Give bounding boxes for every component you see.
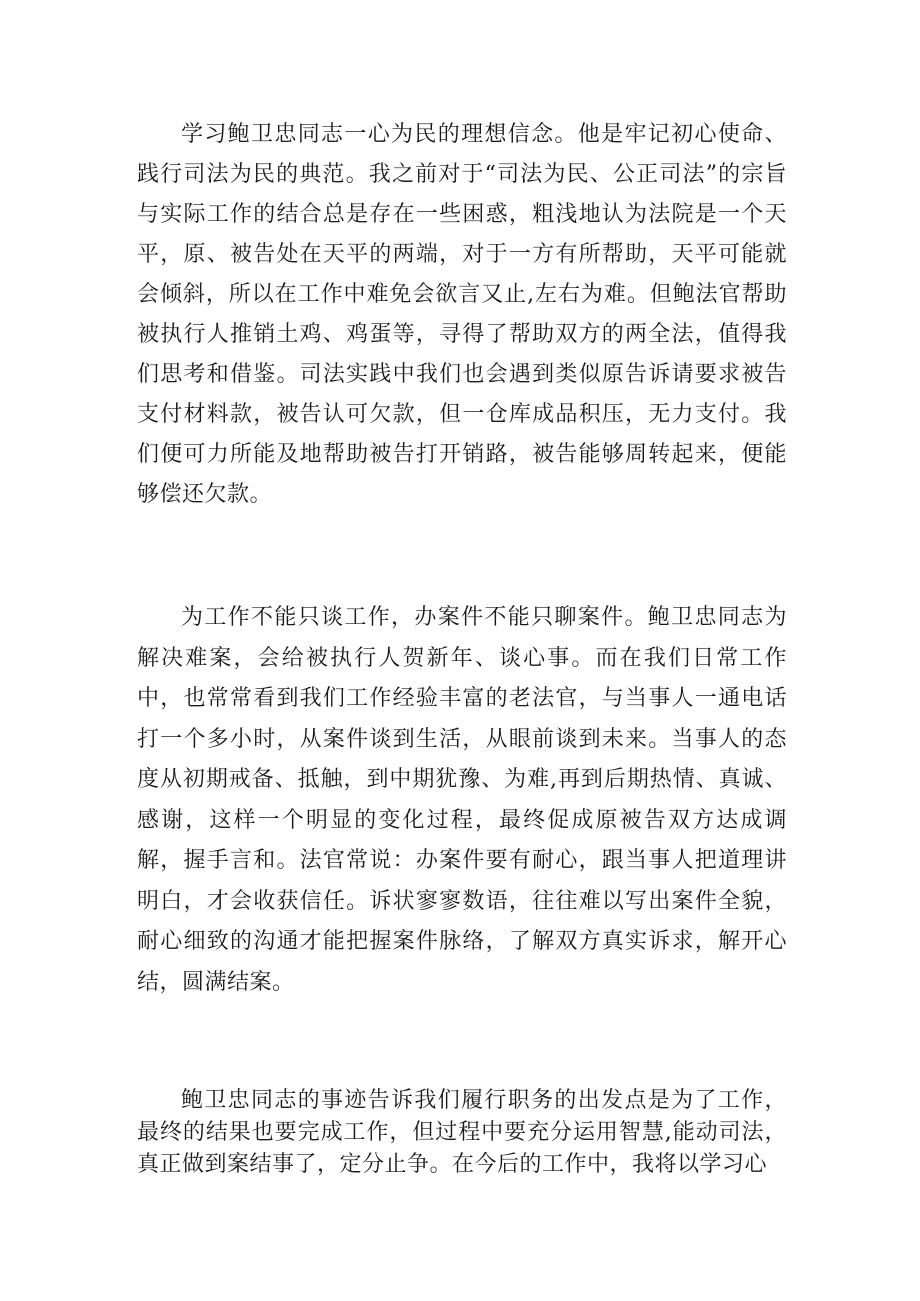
paragraph-2: 为工作不能只谈工作，办案件不能只聊案件。鲍卫忠同志为解决难案，会给被执行人贺新年、谈心事。而在我们日常工作中，也常常看到我们工作经验丰富的老法官，与当事人一通电话打一个多小时，从案件谈到生活，从眼前谈到未来。当事人的态度从初期戒备、抵触，到中期犹豫、为难,再到后期热情、真诚、感谢，这样一个明显的变化过程，最终促成原被告双方达成调解，握手言和。法官常说：办案件要有耐心，跟当事人把道理讲明白，才会收获信任。诉状寥寥数语，往往难以写出案件全貌，耐心细致的沟通才能把握案件脉络，了解双方真实诉求，解开心结，圆满结案。 xyxy=(137,605,787,995)
paragraph-3: 鲍卫忠同志的事迹告诉我们履行职务的出发点是为了工作，最终的结果也要完成工作，但过程中要充分运用智慧,能动司法，真正做到案结事了，定分止争。在今后的工作中，我将以学习心 xyxy=(137,1088,787,1177)
paragraph-1: 学习鲍卫忠同志一心为民的理想信念。他是牢记初心使命、践行司法为民的典范。我之前对于“司法为民、公正司法”的宗旨与实际工作的结合总是存在一些困惑，粗浅地认为法院是一个天平，原、被告处在天平的两端，对于一方有所帮助，天平可能就会倾斜，所以在工作中难免会欲言又止,左右为难。但鲍法官帮助被执行人推销土鸡、鸡蛋等，寻得了帮助双方的两全法，值得我们思考和借鉴。司法实践中我们也会遇到类似原告诉请要求被告支付材料款，被告认可欠款，但一仓库成品积压，无力支付。我们便可力所能及地帮助被告打开销路，被告能够周转起来，便能够偿还欠款。 xyxy=(137,122,787,507)
